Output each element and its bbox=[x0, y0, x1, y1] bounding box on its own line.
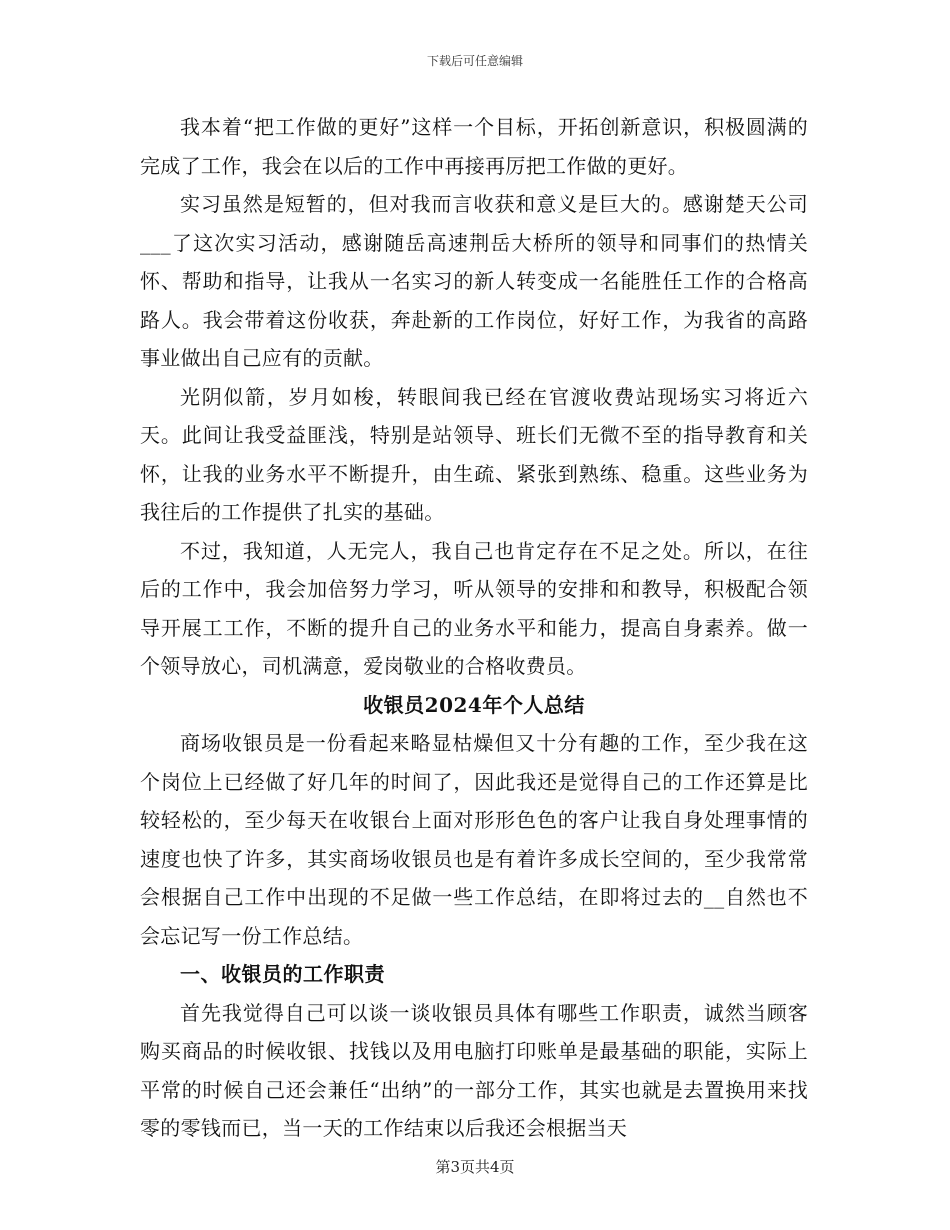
paragraph-6: 首先我觉得自己可以谈一谈收银员具体有哪些工作职责，诚然当顾客购买商品的时候收银、找钱以及用电脑打印账单是最基础的职能，实际上平常的时候自己还会兼任“出纳”的一部分工作，其实也就是去置换用来找零的零钱而已，当一天的工作结束以后我还会根据当天 bbox=[140, 1000, 808, 1140]
document-body bbox=[140, 108, 808, 1148]
paragraph-4: 不过，我知道，人无完人，我自己也肯定存在不足之处。所以，在往后的工作中，我会加倍努力学习，听从领导的安排和和教导，积极配合领导开展工工作，不断的提升自己的业务水平和能力，提高自身素养。做一个领导放心，司机满意，爱岗敬业的合格收费员。 bbox=[140, 538, 808, 678]
page-number: 第3页共4页 bbox=[435, 1158, 515, 1176]
page-header-note: 下载后可任意编辑 bbox=[426, 54, 523, 68]
paragraph-2: 实习虽然是短暂的，但对我而言收获和意义是巨大的。感谢楚天公司___了这次实习活动，感谢随岳高速荆岳大桥所的领导和同事们的热情关怀、帮助和指导，让我从一名实习的新人转变成一名能胜任工作的合格高路人。我会带着这份收获，奔赴新的工作岗位，好好工作，为我省的高路事业做出自己应有的贡献。 bbox=[140, 192, 808, 370]
paragraph-3: 光阴似箭，岁月如梭，转眼间我已经在官渡收费站现场实习将近六天。此间让我受益匪浅，特别是站领导、班长们无微不至的指导教育和关怀，让我的业务水平不断提升，由生疏、紧张到熟练、稳重。这些业务为我往后的工作提供了扎实的基础。 bbox=[140, 384, 808, 524]
section-heading-1: 一、收银员的工作职责 bbox=[180, 962, 385, 986]
paragraph-5: 商场收银员是一份看起来略显枯燥但又十分有趣的工作，至少我在这个岗位上已经做了好几年的时间了，因此我还是觉得自己的工作还算是比较轻松的，至少每天在收银台上面对形形色色的客户让我自身处理事情的速度也快了许多，其实商场收银员也是有着许多成长空间的，至少我常常会根据自己工作中出现的不足做一些工作总结，在即将过去的__自然也不会忘记写一份工作总结。 bbox=[140, 731, 808, 948]
document-title: 收银员2024年个人总结 bbox=[363, 692, 585, 717]
paragraph-1: 我本着“把工作做的更好”这样一个目标，开拓创新意识，积极圆满的完成了工作，我会在以后的工作中再接再厉把工作做的更好。 bbox=[140, 115, 808, 178]
